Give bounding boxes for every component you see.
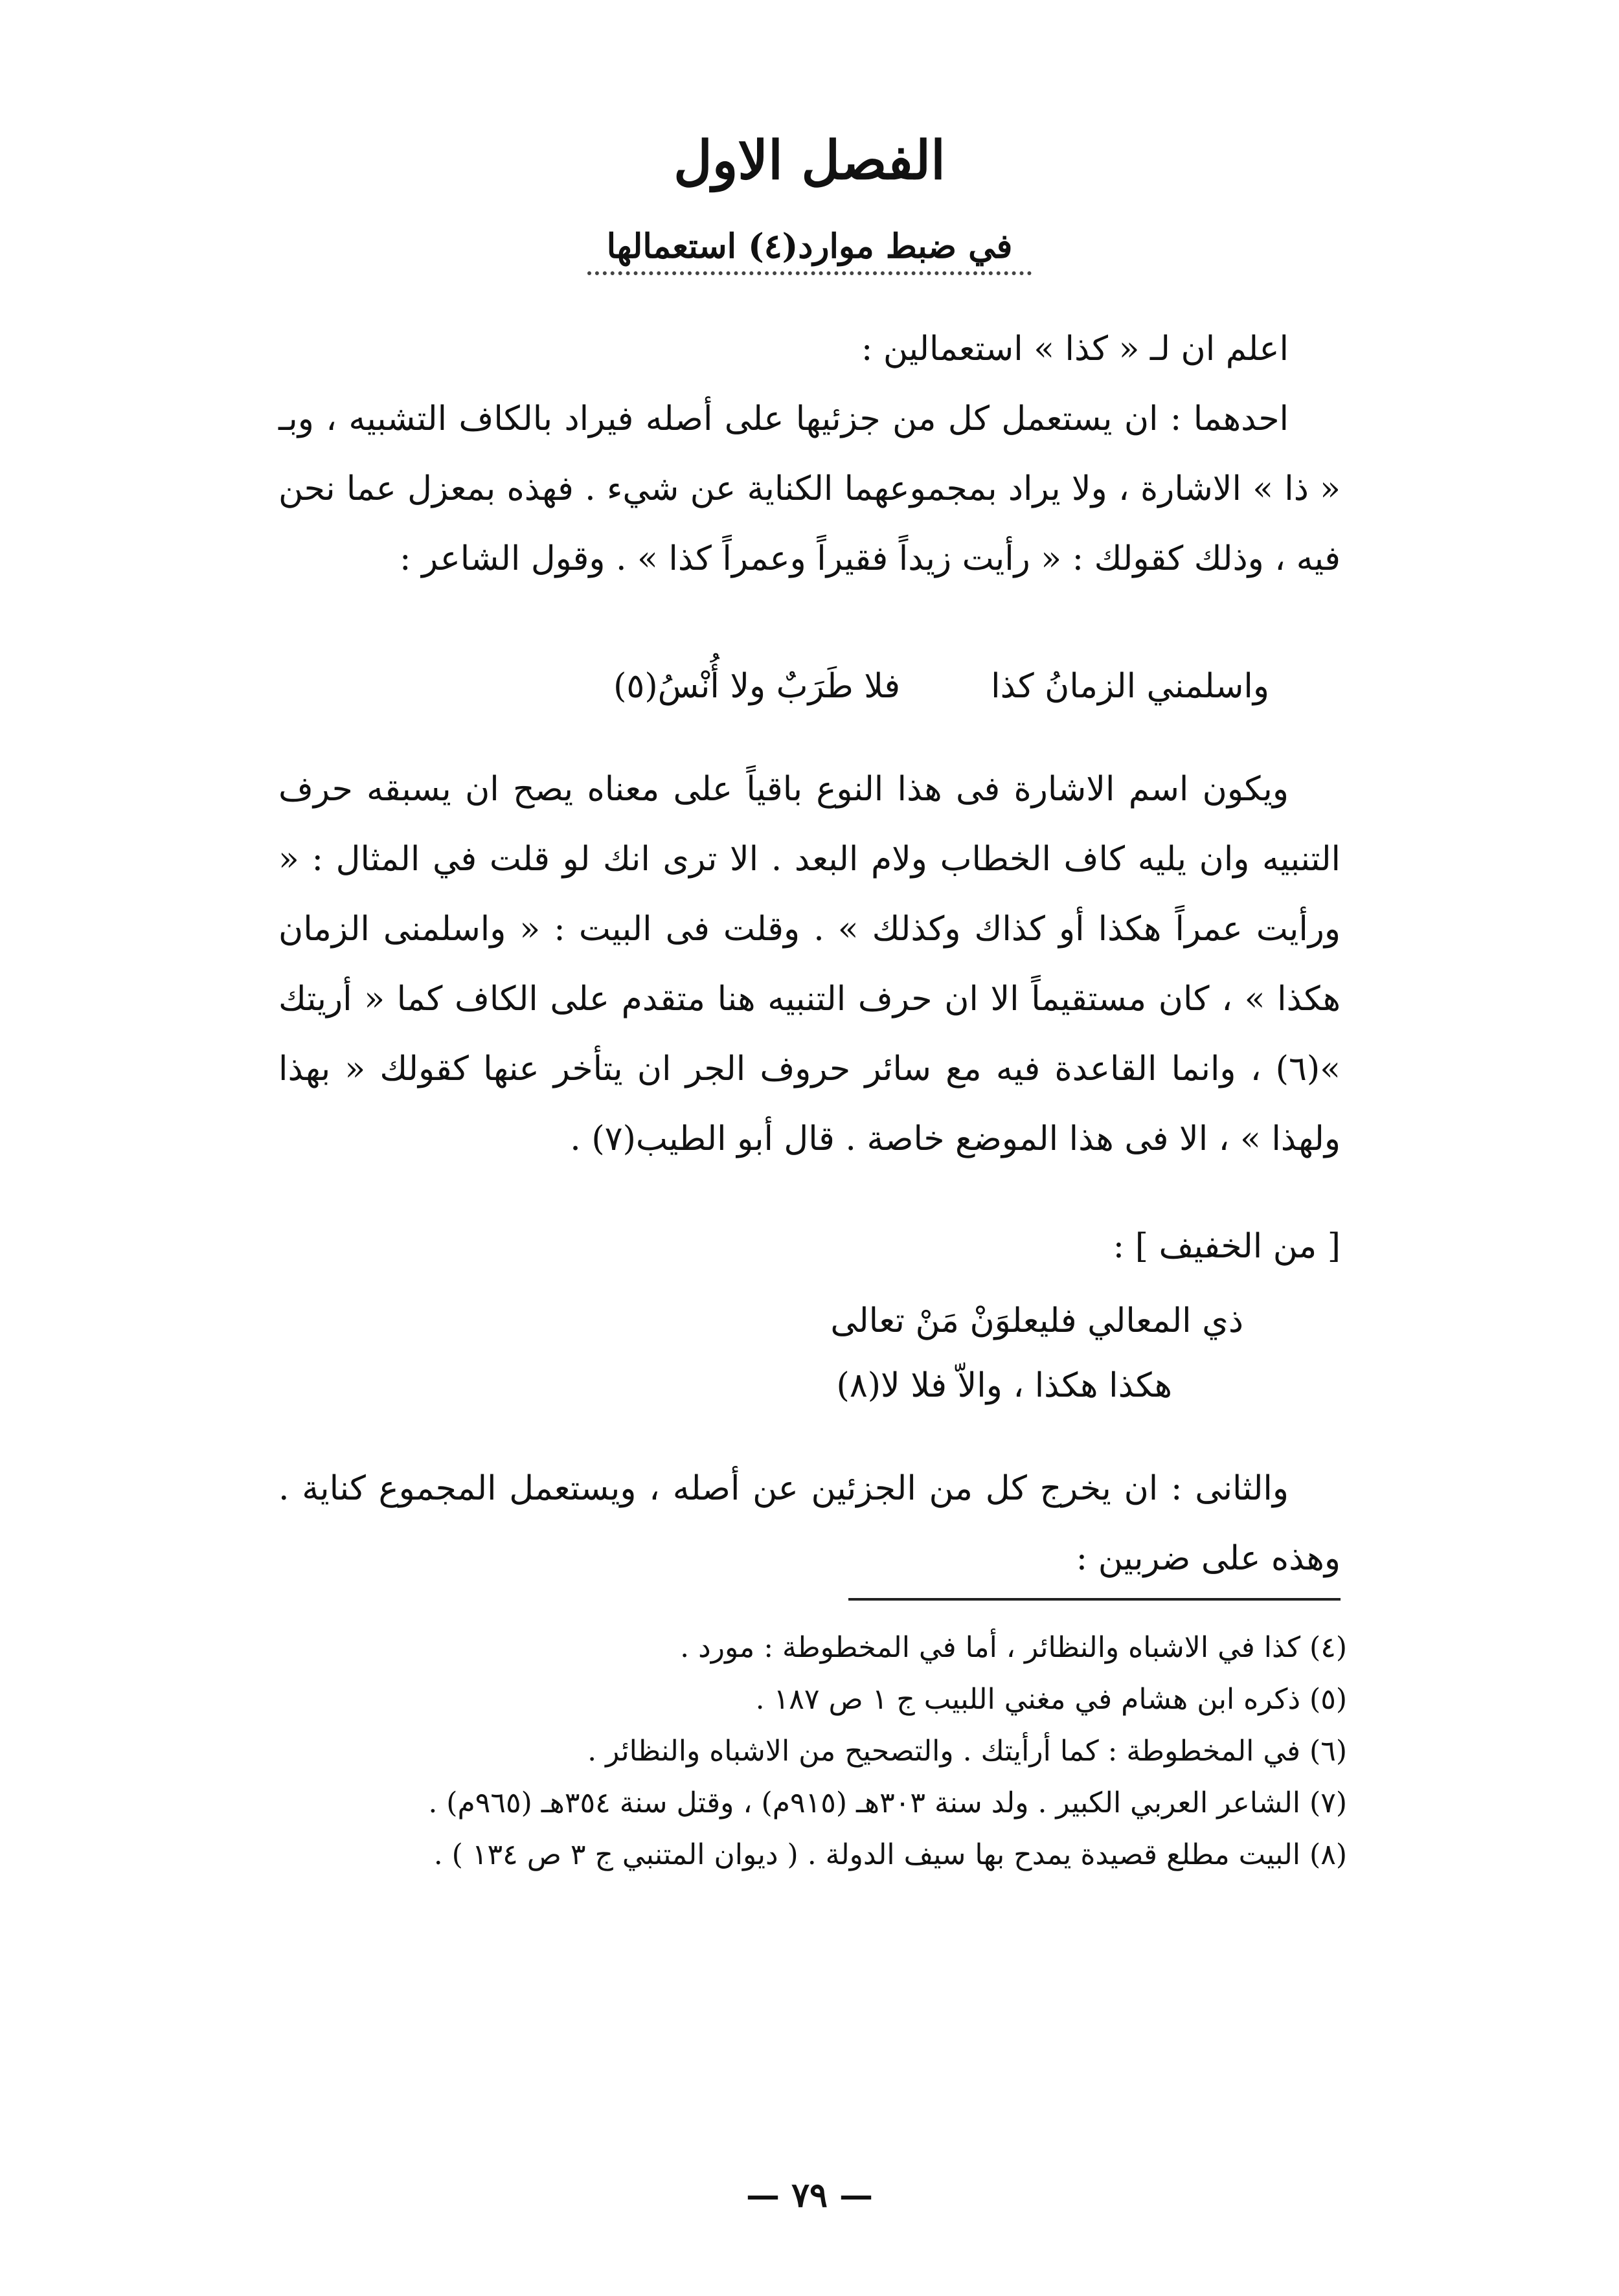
section-title	[0, 227, 1619, 266]
poem-verse-2-line-2: هكذا هكذا ، والاّ فلا لا(٨)	[836, 1366, 1172, 1405]
intro-paragraph	[278, 314, 1341, 594]
first-use-paragraph: احدهما : ان يستعمل كل من جزئيها على أصله فيراد بالكاف التشبيه ، وبـ « ذا » الاشارة ، ولا يراد بمجموعهما الكناية عن شيء . فهذه بمعزل عما نحن فيه ، وذلك كقولك : « رأيت زيداً فقيراً وعمراً كذا » . وقول الشاعر :	[278, 400, 1341, 578]
verse1-second-hemistich: فلا طَرَبٌ ولا أُنْسُ(٥)	[613, 667, 901, 706]
poem-verse-1	[363, 667, 1269, 706]
footnote: (٧) الشاعر العربي الكبير . ولد سنة ٣٠٣هـ (٩١٥م) ، وقتل سنة ٣٥٤هـ (٩٦٥م) .	[428, 1786, 1347, 1819]
footnote: (٥) ذكره ابن هشام في مغني اللبيب ج ١ ص ١٨٧ .	[755, 1683, 1347, 1716]
intro-line: اعلم ان لـ « كذا » استعمالين :	[861, 330, 1289, 368]
footnote: (٦) في المخطوطة : كما أرأيتك . والتصحيح من الاشباه والنظائر .	[587, 1735, 1347, 1768]
footnotes	[272, 1622, 1347, 1881]
verse1-first-hemistich: واسلمني الزمانُ كذا	[991, 667, 1269, 706]
second-use-paragraph: والثانى : ان يخرج كل من الجزئين عن أصله ، ويستعمل المجموع كناية . وهذه على ضربين :	[278, 1469, 1341, 1578]
footnote: (٤) كذا في الاشباه والنظائر ، أما في المخطوطة : مورد .	[680, 1631, 1347, 1664]
chapter-title: الفصل الاول	[674, 129, 945, 192]
poem-verse-2-line-1: ذي المعالي فليعلوَنْ مَنْ تعالى	[830, 1301, 1243, 1340]
page-number: — ٧٩ —	[745, 2176, 874, 2215]
section-title-text: في ضبط موارد(٤) استعمالها	[587, 227, 1032, 275]
footnote: (٨) البيت مطلع قصيدة يمدح بها سيف الدولة . ( ديوان المتنبي ج ٣ ص ١٣٤ ) .	[433, 1838, 1347, 1871]
meter-note: [ من الخفيف ] :	[1113, 1227, 1341, 1266]
explanation-paragraph: ويكون اسم الاشارة فى هذا النوع باقياً على معناه يصح ان يسبقه حرف التنبيه وان يليه كاف الخطاب ولام البعد . الا ترى انك لو قلت في المثال : « ورأيت عمراً هكذا أو كذاك وكذلك » . وقلت فى البيت : « واسلمنى الزمان هكذا » ، كان مستقيماً الا ان حرف التنبيه هنا متقدم على الكاف كما « أريتك »(٦) ، وانما القاعدة فيه مع سائر حروف الجر ان يتأخر عنها كقولك « بهذا ولهذا » ، الا فى هذا الموضع خاصة . قال أبو الطيب(٧) .	[278, 770, 1341, 1158]
footnote-divider	[848, 1598, 1341, 1601]
